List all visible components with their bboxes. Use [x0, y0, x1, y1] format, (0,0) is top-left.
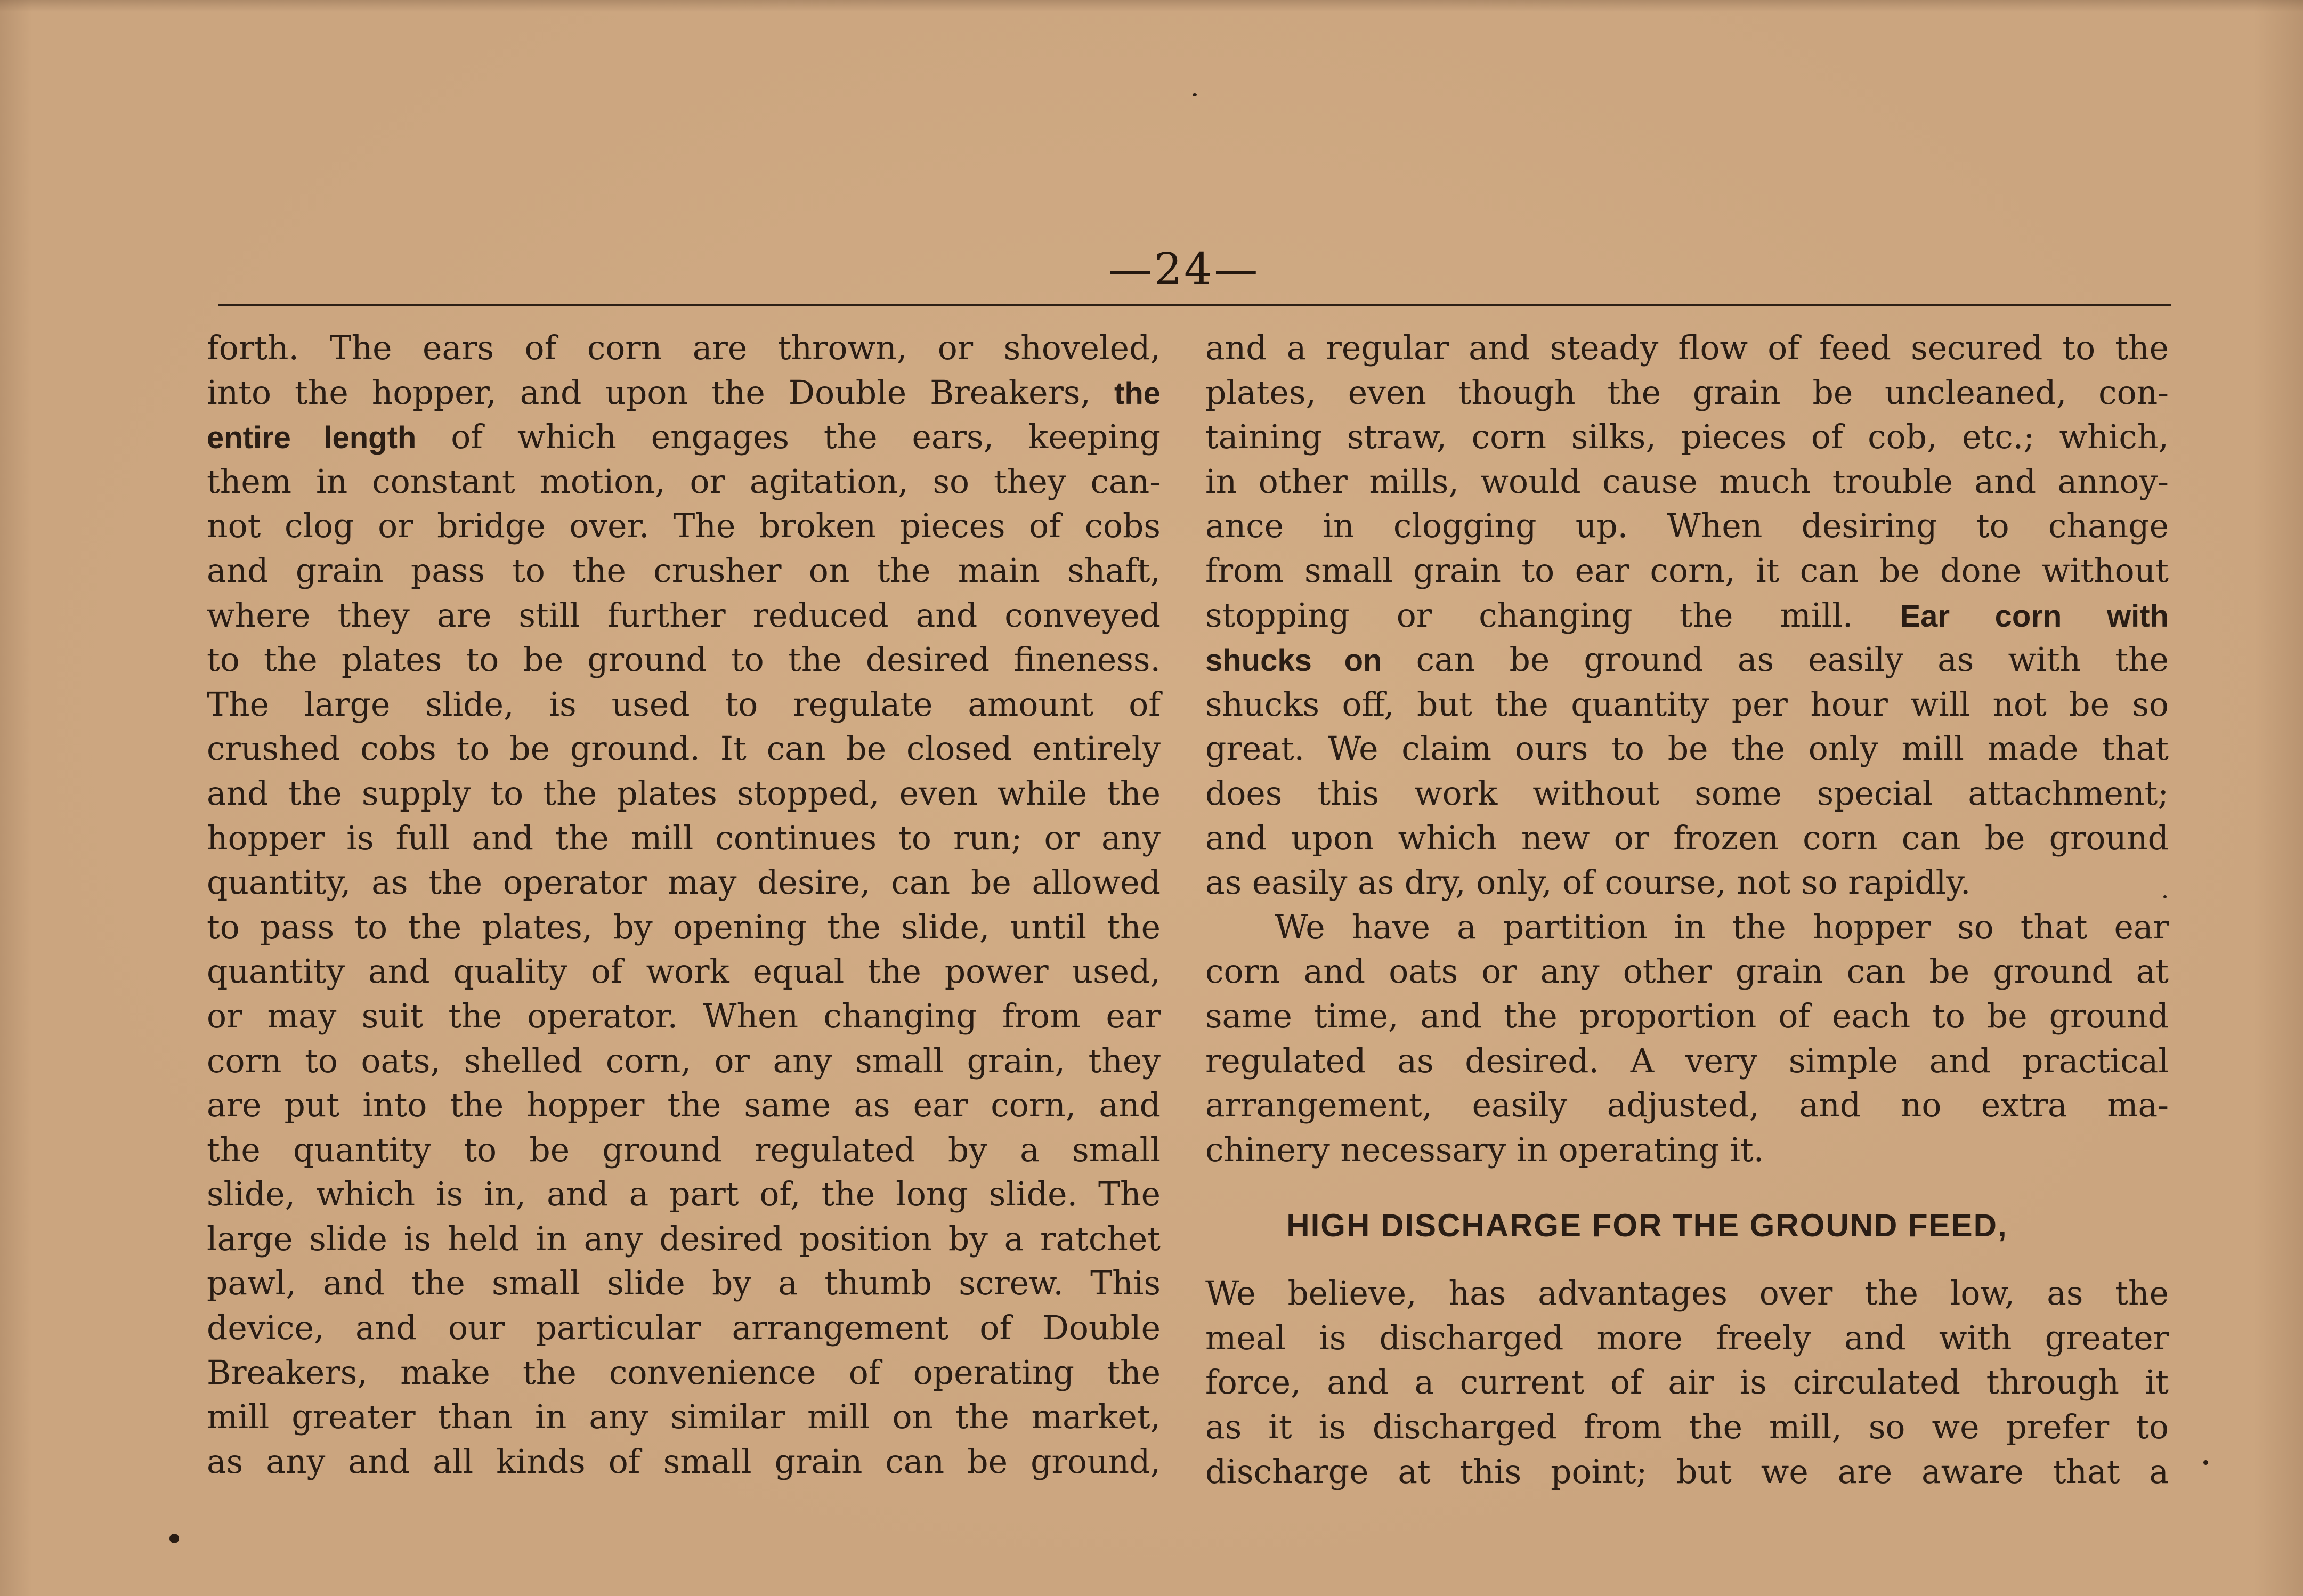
right-column	[1205, 326, 2169, 1494]
text-line: in other mills, would cause much trouble and annoy-	[1205, 462, 2169, 501]
text-line: We have a partition in the hopper so that ear	[1275, 908, 2169, 946]
text-line: does this work without some special attachment;	[1205, 774, 2169, 813]
text-line: large slide is held in any desired position by a ratchet	[207, 1219, 1161, 1258]
text-line: The large slide, is used to regulate amount of	[207, 685, 1161, 724]
text-line: where they are still further reduced and conveyed	[207, 596, 1161, 635]
ink-speck	[2163, 895, 2167, 898]
text-line: the quantity to be ground regulated by a small	[207, 1130, 1161, 1169]
text-line: as any and all kinds of small grain can be ground,	[207, 1442, 1161, 1481]
text-line: to pass to the plates, by opening the slide, until the	[207, 908, 1161, 946]
text-line: arrangement, easily adjusted, and no extra ma-	[1205, 1086, 2169, 1125]
bold-phrase: Ear corn with	[1900, 598, 2169, 634]
text-line: and grain pass to the crusher on the main shaft,	[207, 551, 1161, 590]
ink-speck	[1193, 93, 1197, 96]
text-line: crushed cobs to be ground. It can be closed entirely	[207, 730, 1161, 768]
text-line: force, and a current of air is circulated through it	[1205, 1363, 2169, 1402]
text-line: plates, even though the grain be uncleaned, con-	[1205, 373, 2169, 412]
text-line: chinery necessary in operating it.	[1205, 1130, 1764, 1169]
bold-phrase: shucks on	[1205, 643, 1382, 678]
text-line: quantity, as the operator may desire, can be allowed	[207, 863, 1161, 902]
text-line: shucks off, but the quantity per hour will not be so	[1205, 685, 2169, 724]
text-line: them in constant motion, or agitation, so they can-	[207, 462, 1161, 501]
text-line: pawl, and the small slide by a thumb screw. This	[207, 1264, 1161, 1303]
text-line: Breakers, make the convenience of operating the	[207, 1353, 1161, 1392]
text-line: as it is discharged from the mill, so we prefer to	[1205, 1408, 2169, 1447]
text-line: taining straw, corn silks, pieces of cob, etc.; which,	[1205, 418, 2169, 457]
text-line: We believe, has advantages over the low, as the	[1205, 1274, 2169, 1313]
left-column	[207, 326, 1161, 1484]
bold-phrase: the	[1114, 376, 1161, 411]
text-line: quantity and quality of work equal the power used,	[207, 952, 1161, 991]
text-line: discharge at this point; but we are aware that a	[1205, 1452, 2169, 1491]
text-line: corn and oats or any other grain can be ground at	[1205, 952, 2169, 991]
text-line: or may suit the operator. When changing from ear	[207, 997, 1161, 1035]
text-line: into the hopper, and upon the Double Breakers, the	[207, 373, 1161, 412]
ink-speck	[2203, 1460, 2208, 1465]
text-line: as easily as dry, only, of course, not so rapidly.	[1205, 863, 1971, 902]
text-line: and a regular and steady flow of feed secured to the	[1205, 329, 2169, 367]
text-line: to the plates to be ground to the desired fineness.	[207, 641, 1161, 679]
text-line: are put into the hopper the same as ear corn, and	[207, 1086, 1161, 1125]
text-line: great. We claim ours to be the only mill made that	[1205, 730, 2169, 768]
text-line: forth. The ears of corn are thrown, or shoveled,	[207, 329, 1161, 367]
page-top-shadow	[0, 0, 2303, 12]
text-line: hopper is full and the mill continues to run; or any	[207, 819, 1161, 857]
text-line: entire length of which engages the ears, keeping	[207, 418, 1161, 457]
text-line: and the supply to the plates stopped, even while the	[207, 774, 1161, 813]
text-line: and upon which new or frozen corn can be ground	[1205, 819, 2169, 857]
text-line: from small grain to ear corn, it can be done without	[1205, 551, 2169, 590]
text-line: shucks on can be ground as easily as with the	[1205, 641, 2169, 679]
ink-speck	[169, 1534, 179, 1543]
page-number: —24—	[1108, 244, 1260, 295]
section-heading: HIGH DISCHARGE FOR THE GROUND FEED,	[1286, 1208, 2008, 1244]
bold-phrase: entire length	[207, 420, 417, 456]
text-line: ance in clogging up. When desiring to change	[1205, 507, 2169, 546]
text-line: corn to oats, shelled corn, or any small grain, they	[207, 1041, 1161, 1080]
text-line: not clog or bridge over. The broken pieces of cobs	[207, 507, 1161, 546]
text-line: device, and our particular arrangement of Double	[207, 1309, 1161, 1348]
text-line: regulated as desired. A very simple and practical	[1205, 1041, 2169, 1080]
text-line: stopping or changing the mill. Ear corn with	[1205, 596, 2169, 635]
header-rule	[218, 304, 2171, 306]
text-line: slide, which is in, and a part of, the long slide. The	[207, 1175, 1161, 1214]
text-line: mill greater than in any similar mill on the market,	[207, 1398, 1161, 1437]
text-line: same time, and the proportion of each to be ground	[1205, 997, 2169, 1035]
text-line: meal is discharged more freely and with greater	[1205, 1318, 2169, 1357]
